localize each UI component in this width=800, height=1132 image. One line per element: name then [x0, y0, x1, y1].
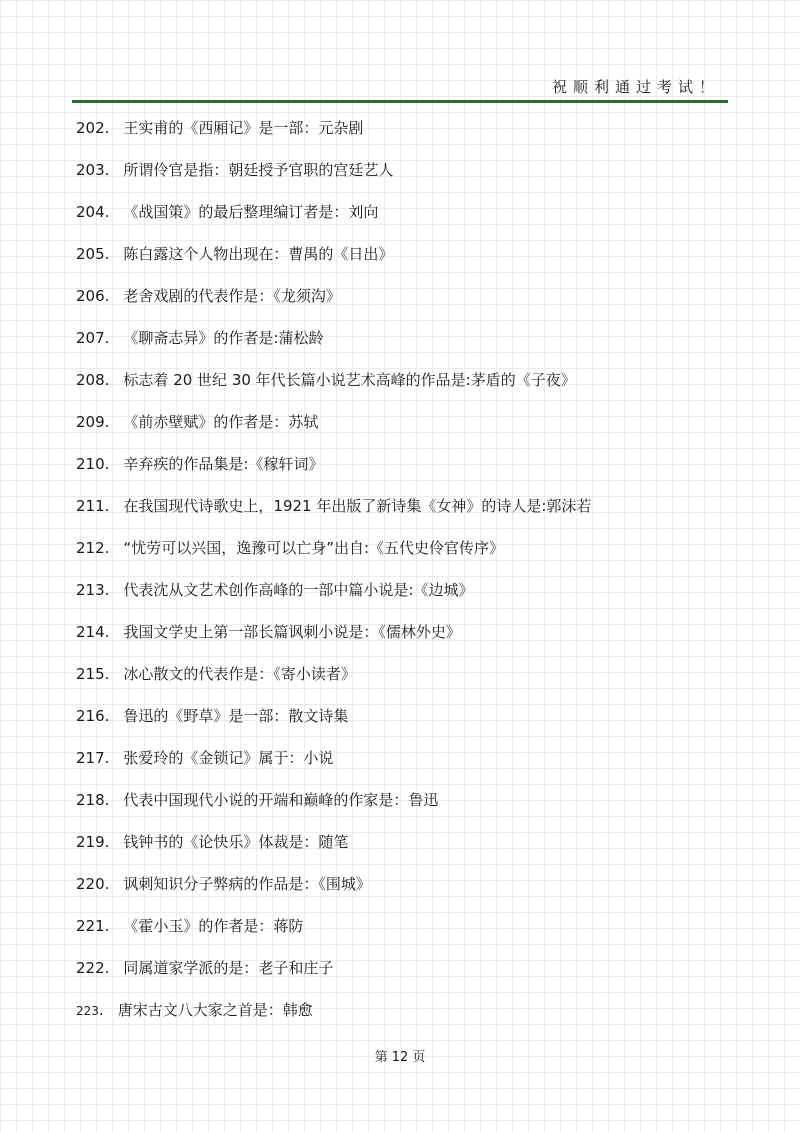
- item-text: 陈白露这个人物出现在：曹禺的《日出》: [123, 245, 394, 263]
- item-text: 同属道家学派的是：老子和庄子: [123, 959, 334, 977]
- item-number: 212: [76, 539, 105, 557]
- item-number: 220: [76, 875, 105, 893]
- item-text: 标志着 20 世纪 30 年代长篇小说艺术高峰的作品是:茅盾的《子夜》: [123, 371, 576, 389]
- item-number: 204: [76, 203, 105, 221]
- item-number-dot: .: [104, 539, 110, 557]
- item-number: 206: [76, 287, 105, 305]
- list-item: [76, 996, 736, 1038]
- list-item: [76, 324, 736, 366]
- list-item: [76, 870, 736, 912]
- list-item: [76, 408, 736, 450]
- item-number-dot: .: [104, 581, 110, 599]
- list-item: [76, 366, 736, 408]
- list-item: [76, 660, 736, 702]
- item-number: 207: [76, 329, 105, 347]
- item-text: 辛弃疾的作品集是:《稼轩词》: [123, 455, 324, 473]
- item-number-dot: .: [104, 959, 110, 977]
- item-number: 208: [76, 371, 105, 389]
- item-number-dot: .: [104, 371, 110, 389]
- item-number: 218: [76, 791, 105, 809]
- item-text: 张爱玲的《金锁记》属于：小说: [123, 749, 334, 767]
- list-item: [76, 744, 736, 786]
- item-number-dot: .: [104, 413, 110, 431]
- list-item: [76, 828, 736, 870]
- item-number-dot: .: [104, 791, 110, 809]
- item-text: 王实甫的《西厢记》是一部：元杂剧: [123, 119, 364, 137]
- item-text: “忧劳可以兴国，逸豫可以亡身”出自:《五代史伶官传序》: [123, 539, 505, 557]
- item-number: 211: [76, 497, 105, 515]
- item-number-dot: .: [104, 287, 110, 305]
- item-number-dot: .: [104, 329, 110, 347]
- list-item: [76, 954, 736, 996]
- item-number: 209: [76, 413, 105, 431]
- item-number-dot: .: [104, 917, 110, 935]
- item-number-dot: .: [104, 203, 110, 221]
- item-number: 203: [76, 161, 105, 179]
- item-number-dot: .: [104, 245, 110, 263]
- list-item: [76, 240, 736, 282]
- item-number-dot: .: [104, 497, 110, 515]
- page-number: 第 12 页: [374, 1050, 426, 1065]
- item-text: 代表沈从文艺术创作高峰的一部中篇小说是:《边城》: [123, 581, 474, 599]
- header-motto: 祝顺利通过考试！: [551, 78, 720, 96]
- item-number: 216: [76, 707, 105, 725]
- list-item: [76, 702, 736, 744]
- item-text: 代表中国现代小说的开端和巅峰的作家是：鲁迅: [123, 791, 439, 809]
- list-item: [76, 576, 736, 618]
- item-text: 钱钟书的《论快乐》体裁是：随笔: [123, 833, 349, 851]
- list-item: [76, 912, 736, 954]
- item-number: 205: [76, 245, 105, 263]
- item-text: 在我国现代诗歌史上，1921 年出版了新诗集《女神》的诗人是:郭沫若: [123, 497, 592, 515]
- item-number-dot: .: [104, 833, 110, 851]
- item-number: 217: [76, 749, 105, 767]
- list-item: [76, 114, 736, 156]
- item-number-dot: .: [104, 119, 110, 137]
- item-number: 202: [76, 119, 105, 137]
- item-number: 215: [76, 665, 105, 683]
- item-number-dot: .: [104, 455, 110, 473]
- item-number-dot: .: [104, 665, 110, 683]
- item-number-dot: .: [104, 161, 110, 179]
- item-text: 讽刺知识分子弊病的作品是：《围城》: [123, 875, 371, 893]
- list-item: [76, 786, 736, 828]
- item-number-dot: .: [104, 875, 110, 893]
- list-item: [76, 156, 736, 198]
- item-text: 《聊斋志异》的作者是:蒲松龄: [123, 329, 324, 347]
- question-list: [76, 114, 736, 1038]
- item-number: 210: [76, 455, 105, 473]
- item-number: 221: [76, 917, 105, 935]
- item-number-dot: .: [104, 707, 110, 725]
- item-text: 老舍戏剧的代表作是：《龙须沟》: [123, 287, 341, 305]
- item-text: 鲁迅的《野草》是一部：散文诗集: [123, 707, 349, 725]
- header-divider: [72, 100, 728, 103]
- item-number: 213: [76, 581, 105, 599]
- list-item: [76, 450, 736, 492]
- item-text: 《前赤壁赋》的作者是：苏轼: [123, 413, 319, 431]
- list-item: [76, 534, 736, 576]
- item-number-dot: .: [98, 1001, 104, 1019]
- item-number: 222: [76, 959, 105, 977]
- list-item: [76, 198, 736, 240]
- list-item: [76, 282, 736, 324]
- item-number: 219: [76, 833, 105, 851]
- item-text: 所谓伶官是指：朝廷授予官职的宫廷艺人: [123, 161, 394, 179]
- list-item: [76, 492, 736, 534]
- item-number: 223: [76, 1004, 99, 1018]
- item-number: 214: [76, 623, 105, 641]
- list-item: [76, 618, 736, 660]
- item-number-dot: .: [104, 623, 110, 641]
- item-number-dot: .: [104, 749, 110, 767]
- item-text: 唐宋古文八大家之首是：韩愈: [117, 1001, 313, 1019]
- item-text: 《战国策》的最后整理编订者是：刘向: [123, 203, 379, 221]
- item-text: 冰心散文的代表作是：《寄小读者》: [123, 665, 356, 683]
- item-text: 我国文学史上第一部长篇讽刺小说是：《儒林外史》: [123, 623, 461, 641]
- item-text: 《霍小玉》的作者是：蒋防: [123, 917, 304, 935]
